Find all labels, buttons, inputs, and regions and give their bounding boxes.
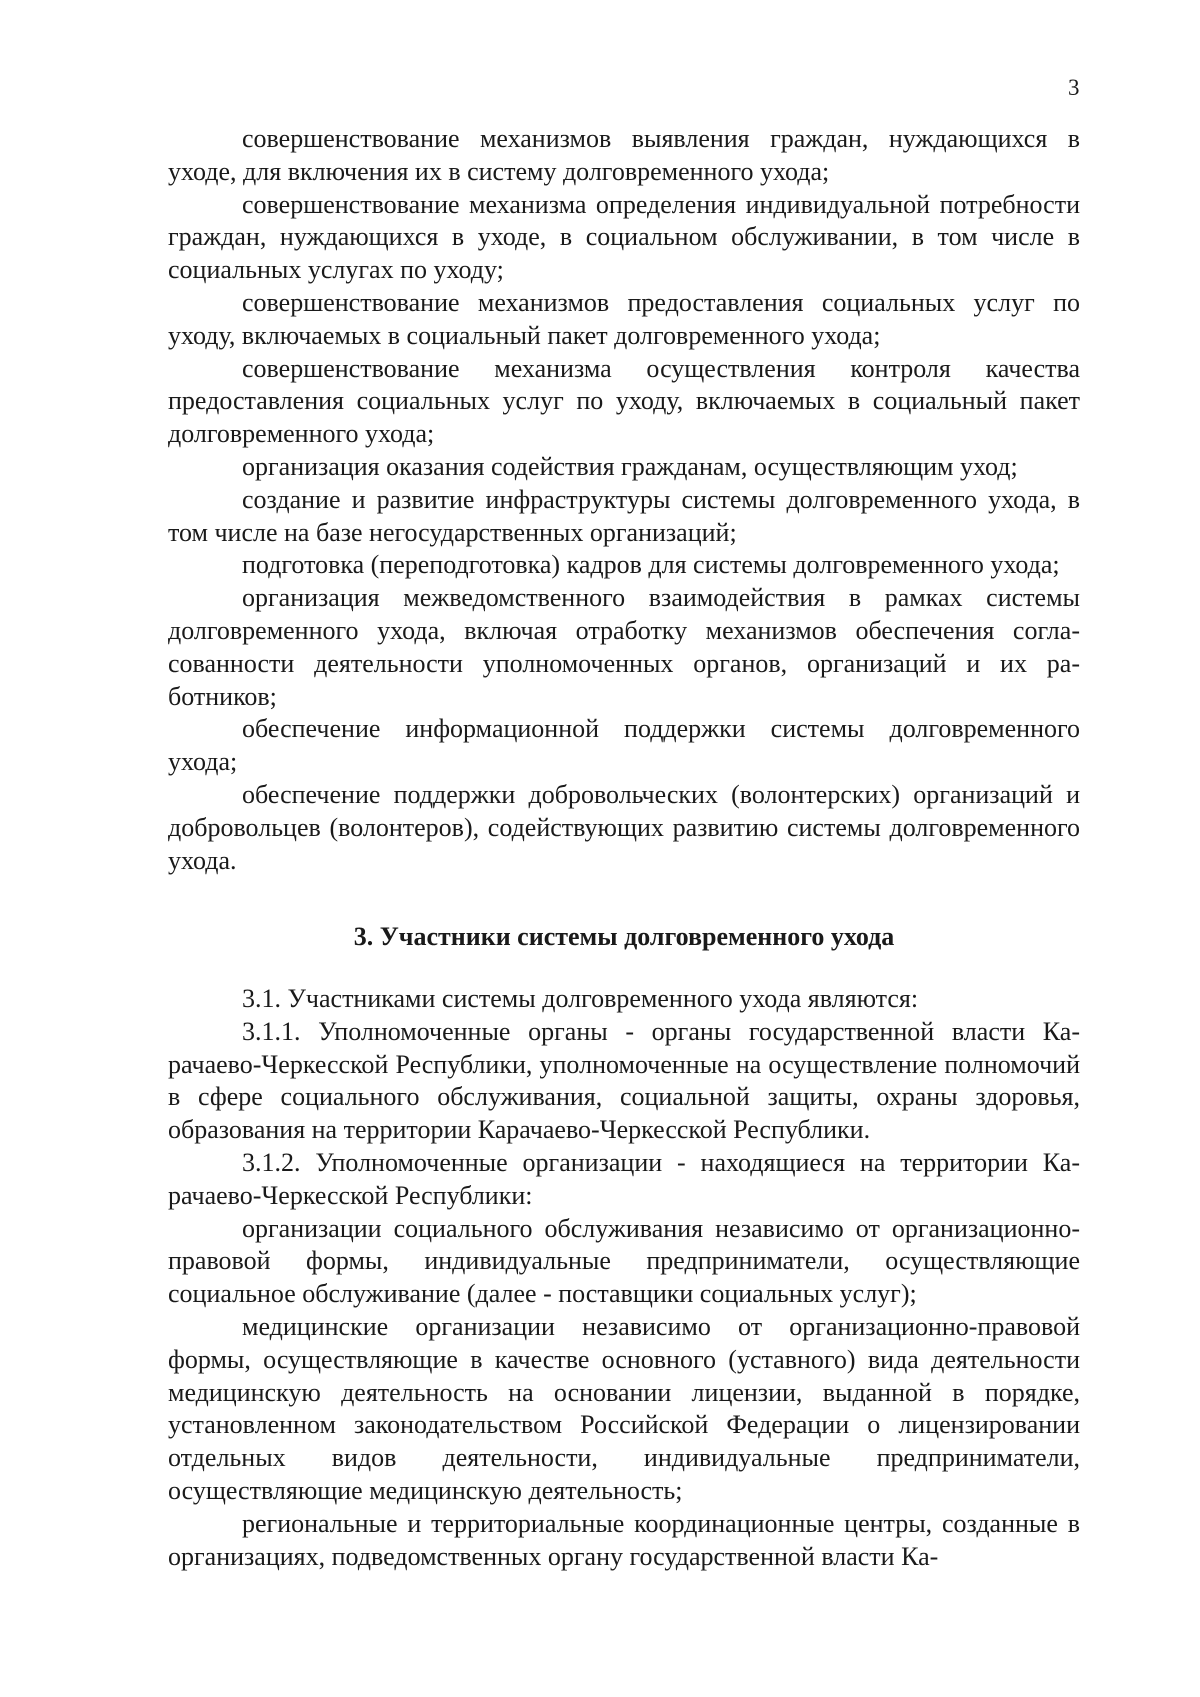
task-paragraph: организация межведомственного взаимодействия в рамках системы долговременного ухода, включая отработку механизмов обеспечения согласованности деятельности уполномоченных органов, организаций и их работников; [168,583,1080,711]
section-paragraph: 3.1.2. Уполномоченные организации - находящиеся на территории Карачаево-Черкесской Республики: [168,1147,1080,1210]
page-number: 3 [1068,75,1080,100]
task-paragraph: совершенствование механизмов выявления граждан, нуждающихся в уходе, для включения их в систему долговременного ухода; [168,124,1080,186]
section-paragraph: региональные и территориальные координационные центры, созданные в организациях, подведомственных органу государственной власти Ка- [168,1508,1080,1571]
task-paragraph: совершенствование механизмов предоставления социальных услуг по уходу, включаемых в социальный пакет долговременного ухода; [168,287,1080,350]
section-paragraph: организации социального обслуживания независимо от организационно-правовой формы, индивидуальные предприниматели, осуществляющие социальное обслуживание (далее - поставщики социальных услуг); [168,1213,1080,1309]
tasks-list [168,123,1080,877]
section-paragraph: медицинские организации независимо от организационно-правовой формы, осуществляющие в качестве основного (уставного) вида деятельности медицинскую деятельность на основании лицензии, выданной в порядке, установленном законодательством Российской Федерации о лицензировании отдельных видов деятельности, индивидуальные предприниматели, осуществляющие медицинскую деятельность; [168,1311,1080,1505]
participants-section [168,983,1080,1573]
task-paragraph: совершенствование механизма определения индивидуальной потребности граждан, нуждающихся в уходе, в социальном обслуживании, в том числе в социальных услугах по уходу; [168,189,1080,285]
task-paragraph: совершенствование механизма осуществления контроля качества предоставления социальных услуг по уходу, включаемых в социальный пакет долговременного ухода; [168,353,1080,449]
section-paragraph: 3.1. Участниками системы долговременного ухода являются: [242,984,919,1013]
task-paragraph: организация оказания содействия гражданам, осуществляющим уход; [242,451,1018,481]
section-heading: 3. Участники системы долговременного ухода [353,922,895,951]
task-paragraph: обеспечение информационной поддержки системы долговременного ухода; [168,714,1080,777]
task-paragraph: создание и развитие инфраструктуры системы долговременного ухода, в том числе на базе негосударственных организаций; [168,484,1080,547]
section-paragraph: 3.1.1. Уполномоченные органы - органы государственной власти Карачаево-Черкесской Республики, уполномоченные на осуществление полномочий в сфере социального обслуживания, социальной защиты, охраны здоровья, образования на территории Карачаево-Черкесской Республики. [168,1016,1080,1145]
task-paragraph: подготовка (переподготовка) кадров для системы долговременного ухода; [242,550,1060,580]
task-paragraph: обеспечение поддержки добровольческих (волонтерских) организаций и добровольцев (волонтеров), содействующих развитию системы долговременного ухода. [168,779,1080,875]
